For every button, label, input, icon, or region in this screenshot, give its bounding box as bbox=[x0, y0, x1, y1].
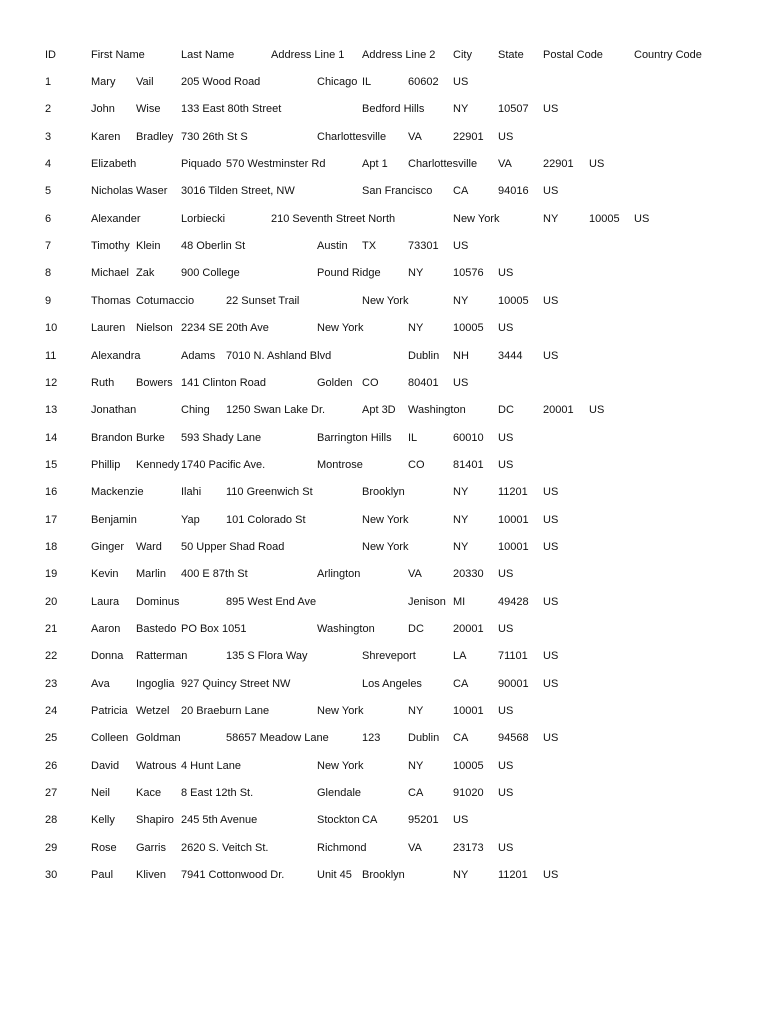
table-row bbox=[0, 566, 770, 582]
table-cell: PO Box 1051 bbox=[181, 623, 247, 635]
table-cell: US bbox=[543, 486, 559, 498]
table-cell: Ginger bbox=[91, 541, 125, 553]
table-cell: 71101 bbox=[498, 650, 528, 662]
table-cell: US bbox=[543, 185, 559, 197]
table-row bbox=[0, 594, 770, 610]
table-cell: NY bbox=[408, 322, 424, 334]
table-cell: 73301 bbox=[408, 240, 439, 252]
table-row bbox=[0, 867, 770, 883]
table-cell: NH bbox=[453, 350, 469, 362]
row-id: 4 bbox=[45, 158, 52, 170]
table-row bbox=[0, 648, 770, 664]
table-cell: VA bbox=[498, 158, 512, 170]
table-cell: 20330 bbox=[453, 568, 484, 580]
table-cell: US bbox=[453, 377, 469, 389]
table-cell: US bbox=[543, 350, 559, 362]
table-cell: Richmond bbox=[317, 842, 367, 854]
row-id: 17 bbox=[45, 514, 58, 526]
table-cell: 22 Sunset Trail bbox=[226, 295, 300, 307]
table-cell: Donna bbox=[91, 650, 124, 662]
table-row bbox=[0, 293, 770, 309]
table-cell: 80401 bbox=[408, 377, 439, 389]
table-cell: NY bbox=[453, 486, 469, 498]
table-cell: 20001 bbox=[543, 404, 574, 416]
row-id: 14 bbox=[45, 432, 58, 444]
table-cell: NY bbox=[453, 869, 469, 881]
table-cell: Burke bbox=[136, 432, 165, 444]
table-cell: Vail bbox=[136, 76, 154, 88]
table-row bbox=[0, 703, 770, 719]
table-cell: US bbox=[543, 650, 559, 662]
table-cell: Garris bbox=[136, 842, 166, 854]
table-cell: 4 Hunt Lane bbox=[181, 760, 241, 772]
table-cell: Dublin bbox=[408, 732, 440, 744]
table-cell: 2620 S. Veitch St. bbox=[181, 842, 269, 854]
column-header: Address Line 1 bbox=[271, 49, 345, 61]
table-cell: NY bbox=[543, 213, 559, 225]
table-cell: Brooklyn bbox=[362, 486, 405, 498]
table-row bbox=[0, 621, 770, 637]
table-cell: Klein bbox=[136, 240, 161, 252]
row-id: 23 bbox=[45, 678, 58, 690]
table-cell: TX bbox=[362, 240, 377, 252]
table-cell: Glendale bbox=[317, 787, 362, 799]
table-cell: Kliven bbox=[136, 869, 166, 881]
row-id: 21 bbox=[45, 623, 58, 635]
row-id: 11 bbox=[45, 350, 57, 362]
table-cell: US bbox=[543, 678, 559, 690]
column-header: Country Code bbox=[634, 49, 702, 61]
table-cell: 94016 bbox=[498, 185, 529, 197]
table-cell: US bbox=[498, 842, 514, 854]
table-cell: Lauren bbox=[91, 322, 126, 334]
table-cell: 3444 bbox=[498, 350, 523, 362]
table-cell: New York bbox=[362, 514, 409, 526]
table-cell: 10001 bbox=[453, 705, 484, 717]
row-id: 16 bbox=[45, 486, 58, 498]
table-cell: 10507 bbox=[498, 103, 529, 115]
table-cell: Washington bbox=[408, 404, 466, 416]
table-cell: Jonathan bbox=[91, 404, 137, 416]
row-id: 1 bbox=[45, 76, 52, 88]
table-cell: CO bbox=[408, 459, 425, 471]
table-cell: NY bbox=[453, 103, 469, 115]
table-row bbox=[0, 402, 770, 418]
table-cell: Adams bbox=[181, 350, 216, 362]
table-cell: Kace bbox=[136, 787, 162, 799]
table-cell: 210 Seventh Street North bbox=[271, 213, 396, 225]
row-id: 6 bbox=[45, 213, 52, 225]
row-id: 19 bbox=[45, 568, 58, 580]
row-id: 9 bbox=[45, 295, 52, 307]
table-cell: Arlington bbox=[317, 568, 361, 580]
table-cell: 133 East 80th Street bbox=[181, 103, 282, 115]
table-cell: 730 26th St S bbox=[181, 131, 248, 143]
table-cell: Alexandra bbox=[91, 350, 141, 362]
table-cell: 927 Quincy Street NW bbox=[181, 678, 291, 690]
table-cell: New York bbox=[317, 322, 364, 334]
table-cell: US bbox=[453, 76, 469, 88]
table-cell: New York bbox=[362, 295, 409, 307]
row-id: 27 bbox=[45, 787, 58, 799]
table-cell: 400 E 87th St bbox=[181, 568, 248, 580]
table-cell: US bbox=[543, 295, 559, 307]
table-cell: 50 Upper Shad Road bbox=[181, 541, 285, 553]
table-cell: 20001 bbox=[453, 623, 484, 635]
table-row bbox=[0, 539, 770, 555]
table-cell: Alexander bbox=[91, 213, 141, 225]
row-id: 22 bbox=[45, 650, 58, 662]
table-cell: 900 College bbox=[181, 267, 240, 279]
table-cell: US bbox=[589, 158, 605, 170]
table-cell: Lorbiecki bbox=[181, 213, 226, 225]
table-row bbox=[0, 101, 770, 117]
table-cell: 11201 bbox=[498, 486, 528, 498]
table-cell: NY bbox=[408, 760, 424, 772]
table-row bbox=[0, 512, 770, 528]
table-cell: DC bbox=[498, 404, 514, 416]
table-cell: Washington bbox=[317, 623, 375, 635]
table-cell: Pound Ridge bbox=[317, 267, 381, 279]
table-cell: US bbox=[543, 514, 559, 526]
table-cell: Yap bbox=[181, 514, 200, 526]
table-cell: Watrous bbox=[136, 760, 177, 772]
table-cell: US bbox=[498, 267, 514, 279]
table-cell: Unit 45 bbox=[317, 869, 352, 881]
table-cell: 7010 N. Ashland Blvd bbox=[226, 350, 332, 362]
table-cell: Cotumaccio bbox=[136, 295, 195, 307]
table-cell: Elizabeth bbox=[91, 158, 137, 170]
table-cell: Charlottesville bbox=[317, 131, 387, 143]
row-id: 28 bbox=[45, 814, 58, 826]
table-row bbox=[0, 676, 770, 692]
table-cell: Ching bbox=[181, 404, 210, 416]
table-cell: Charlottesville bbox=[408, 158, 478, 170]
table-cell: 245 5th Avenue bbox=[181, 814, 258, 826]
table-cell: Golden bbox=[317, 377, 353, 389]
table-row bbox=[0, 730, 770, 746]
table-cell: Kelly bbox=[91, 814, 115, 826]
table-cell: US bbox=[498, 459, 514, 471]
row-id: 25 bbox=[45, 732, 58, 744]
table-cell: 10005 bbox=[453, 760, 484, 772]
row-id: 29 bbox=[45, 842, 58, 854]
table-cell: Shapiro bbox=[136, 814, 174, 826]
table-cell: US bbox=[543, 596, 559, 608]
table-row bbox=[0, 812, 770, 828]
table-cell: 91020 bbox=[453, 787, 484, 799]
table-cell: John bbox=[91, 103, 115, 115]
table-cell: Ava bbox=[91, 678, 110, 690]
table-cell: US bbox=[543, 869, 559, 881]
table-cell: 22901 bbox=[543, 158, 574, 170]
table-cell: IL bbox=[362, 76, 372, 88]
table-cell: US bbox=[498, 623, 514, 635]
table-cell: 7941 Cottonwood Dr. bbox=[181, 869, 285, 881]
table-cell: Ward bbox=[136, 541, 162, 553]
table-cell: US bbox=[634, 213, 650, 225]
table-row bbox=[0, 348, 770, 364]
table-cell: New York bbox=[362, 541, 409, 553]
table-cell: 60602 bbox=[408, 76, 439, 88]
table-row bbox=[0, 74, 770, 90]
table-cell: 141 Clinton Road bbox=[181, 377, 267, 389]
table-cell: 205 Wood Road bbox=[181, 76, 261, 88]
column-header: First Name bbox=[91, 49, 145, 61]
table-cell: New York bbox=[317, 760, 364, 772]
table-cell: 593 Shady Lane bbox=[181, 432, 262, 444]
table-cell: Montrose bbox=[317, 459, 363, 471]
column-header: Postal Code bbox=[543, 49, 603, 61]
table-cell: Brandon bbox=[91, 432, 133, 444]
table-cell: New York bbox=[453, 213, 500, 225]
table-cell: 90001 bbox=[498, 678, 529, 690]
table-cell: Stockton bbox=[317, 814, 360, 826]
table-cell: US bbox=[543, 732, 559, 744]
table-cell: 60010 bbox=[453, 432, 484, 444]
row-id: 10 bbox=[45, 322, 58, 334]
table-cell: Aaron bbox=[91, 623, 121, 635]
row-id: 2 bbox=[45, 103, 52, 115]
row-id: 26 bbox=[45, 760, 58, 772]
table-row bbox=[0, 265, 770, 281]
row-id: 5 bbox=[45, 185, 52, 197]
table-cell: DC bbox=[408, 623, 424, 635]
table-cell: New York bbox=[317, 705, 364, 717]
table-cell: Zak bbox=[136, 267, 155, 279]
table-cell: 570 Westminster Rd bbox=[226, 158, 326, 170]
table-cell: Barrington Hills bbox=[317, 432, 392, 444]
table-cell: Patricia bbox=[91, 705, 128, 717]
table-cell: 49428 bbox=[498, 596, 529, 608]
table-cell: Neil bbox=[91, 787, 110, 799]
table-cell: NY bbox=[408, 705, 424, 717]
table-cell: Michael bbox=[91, 267, 129, 279]
table-cell: Mackenzie bbox=[91, 486, 144, 498]
table-cell: David bbox=[91, 760, 120, 772]
row-id: 7 bbox=[45, 240, 52, 252]
table-cell: Shreveport bbox=[362, 650, 416, 662]
table-cell: Chicago bbox=[317, 76, 358, 88]
table-row bbox=[0, 183, 770, 199]
table-cell: 10005 bbox=[589, 213, 620, 225]
table-cell: Piquado bbox=[181, 158, 222, 170]
table-cell: NY bbox=[453, 295, 469, 307]
table-cell: Nicholas bbox=[91, 185, 134, 197]
table-cell: Los Angeles bbox=[362, 678, 422, 690]
table-cell: 3016 Tilden Street, NW bbox=[181, 185, 295, 197]
table-row bbox=[0, 758, 770, 774]
table-cell: Paul bbox=[91, 869, 114, 881]
table-row bbox=[0, 785, 770, 801]
table-cell: Marlin bbox=[136, 568, 166, 580]
row-id: 15 bbox=[45, 459, 58, 471]
table-cell: Timothy bbox=[91, 240, 130, 252]
table-cell: 135 S Flora Way bbox=[226, 650, 308, 662]
table-cell: 94568 bbox=[498, 732, 529, 744]
table-cell: 10001 bbox=[498, 541, 529, 553]
table-row bbox=[0, 238, 770, 254]
table-row bbox=[0, 484, 770, 500]
table-cell: Kevin bbox=[91, 568, 119, 580]
table-row bbox=[0, 129, 770, 145]
table-cell: VA bbox=[408, 568, 422, 580]
table-cell: NY bbox=[453, 514, 469, 526]
table-cell: 20 Braeburn Lane bbox=[181, 705, 270, 717]
table-cell: Apt 1 bbox=[362, 158, 388, 170]
table-cell: 81401 bbox=[453, 459, 484, 471]
table-cell: 22901 bbox=[453, 131, 484, 143]
table-cell: Nielson bbox=[136, 322, 173, 334]
table-cell: CA bbox=[408, 787, 424, 799]
table-cell: MI bbox=[453, 596, 466, 608]
table-cell: 895 West End Ave bbox=[226, 596, 317, 608]
table-cell: Dublin bbox=[408, 350, 440, 362]
table-row bbox=[0, 430, 770, 446]
table-cell: US bbox=[453, 814, 469, 826]
column-header: Last Name bbox=[181, 49, 235, 61]
table-cell: CA bbox=[453, 678, 469, 690]
table-cell: 123 bbox=[362, 732, 381, 744]
table-cell: US bbox=[543, 541, 559, 553]
table-cell: Kennedy bbox=[136, 459, 180, 471]
table-cell: US bbox=[498, 131, 514, 143]
table-cell: Wetzel bbox=[136, 705, 170, 717]
table-cell: Colleen bbox=[91, 732, 129, 744]
table-cell: 10005 bbox=[453, 322, 484, 334]
table-cell: US bbox=[498, 760, 514, 772]
table-cell: US bbox=[498, 787, 514, 799]
table-cell: CA bbox=[453, 732, 469, 744]
table-cell: Mary bbox=[91, 76, 116, 88]
row-id: 12 bbox=[45, 377, 58, 389]
row-id: 30 bbox=[45, 869, 58, 881]
table-row bbox=[0, 156, 770, 172]
row-id: 18 bbox=[45, 541, 58, 553]
table-cell: LA bbox=[453, 650, 467, 662]
table-row bbox=[0, 211, 770, 227]
header-row bbox=[0, 47, 770, 63]
table-cell: 10005 bbox=[498, 295, 529, 307]
table-cell: Benjamin bbox=[91, 514, 137, 526]
column-header: Address Line 2 bbox=[362, 49, 436, 61]
table-cell: Ratterman bbox=[136, 650, 188, 662]
table-cell: 11201 bbox=[498, 869, 528, 881]
table-cell: NY bbox=[408, 267, 424, 279]
table-cell: Ingoglia bbox=[136, 678, 175, 690]
table-cell: Wise bbox=[136, 103, 161, 115]
table-cell: US bbox=[498, 322, 514, 334]
table-cell: 8 East 12th St. bbox=[181, 787, 254, 799]
table-cell: 58657 Meadow Lane bbox=[226, 732, 329, 744]
table-cell: 10576 bbox=[453, 267, 484, 279]
table-cell: 10001 bbox=[498, 514, 529, 526]
table-cell: US bbox=[498, 432, 514, 444]
row-id: 3 bbox=[45, 131, 52, 143]
table-row bbox=[0, 840, 770, 856]
column-header: ID bbox=[45, 49, 56, 61]
table-cell: San Francisco bbox=[362, 185, 433, 197]
table-cell: IL bbox=[408, 432, 418, 444]
table-cell: Ilahi bbox=[181, 486, 202, 498]
table-cell: VA bbox=[408, 842, 422, 854]
table-cell: 1740 Pacific Ave. bbox=[181, 459, 266, 471]
table-cell: CA bbox=[453, 185, 469, 197]
table-cell: 23173 bbox=[453, 842, 484, 854]
table-cell: Waser bbox=[136, 185, 168, 197]
table-cell: Jenison bbox=[408, 596, 446, 608]
column-header: State bbox=[498, 49, 524, 61]
table-cell: US bbox=[498, 705, 514, 717]
table-cell: 48 Oberlin St bbox=[181, 240, 246, 252]
table-cell: Austin bbox=[317, 240, 348, 252]
table-cell: Laura bbox=[91, 596, 120, 608]
table-cell: US bbox=[498, 568, 514, 580]
row-id: 13 bbox=[45, 404, 58, 416]
table-cell: Bedford Hills bbox=[362, 103, 425, 115]
table-cell: 95201 bbox=[408, 814, 439, 826]
table-cell: US bbox=[453, 240, 469, 252]
row-id: 24 bbox=[45, 705, 58, 717]
table-cell: Bradley bbox=[136, 131, 174, 143]
row-id: 8 bbox=[45, 267, 52, 279]
table-cell: Brooklyn bbox=[362, 869, 405, 881]
table-cell: 1250 Swan Lake Dr. bbox=[226, 404, 326, 416]
table-row bbox=[0, 375, 770, 391]
table-cell: Karen bbox=[91, 131, 121, 143]
table-cell: Rose bbox=[91, 842, 117, 854]
table-cell: Ruth bbox=[91, 377, 115, 389]
table-cell: Thomas bbox=[91, 295, 131, 307]
table-cell: Phillip bbox=[91, 459, 121, 471]
table-cell: US bbox=[589, 404, 605, 416]
table-cell: Goldman bbox=[136, 732, 181, 744]
table-cell: NY bbox=[453, 541, 469, 553]
table-cell: Apt 3D bbox=[362, 404, 396, 416]
row-id: 20 bbox=[45, 596, 58, 608]
table-cell: US bbox=[543, 103, 559, 115]
table-row bbox=[0, 457, 770, 473]
table-cell: CA bbox=[362, 814, 378, 826]
table-row bbox=[0, 320, 770, 336]
table-cell: Dominus bbox=[136, 596, 180, 608]
table-cell: VA bbox=[408, 131, 422, 143]
table-cell: Bowers bbox=[136, 377, 173, 389]
table-cell: 101 Colorado St bbox=[226, 514, 306, 526]
column-header: City bbox=[453, 49, 472, 61]
table-cell: CO bbox=[362, 377, 379, 389]
table-cell: Bastedo bbox=[136, 623, 177, 635]
table-cell: 2234 SE 20th Ave bbox=[181, 322, 269, 334]
table-cell: 110 Greenwich St bbox=[226, 486, 313, 498]
